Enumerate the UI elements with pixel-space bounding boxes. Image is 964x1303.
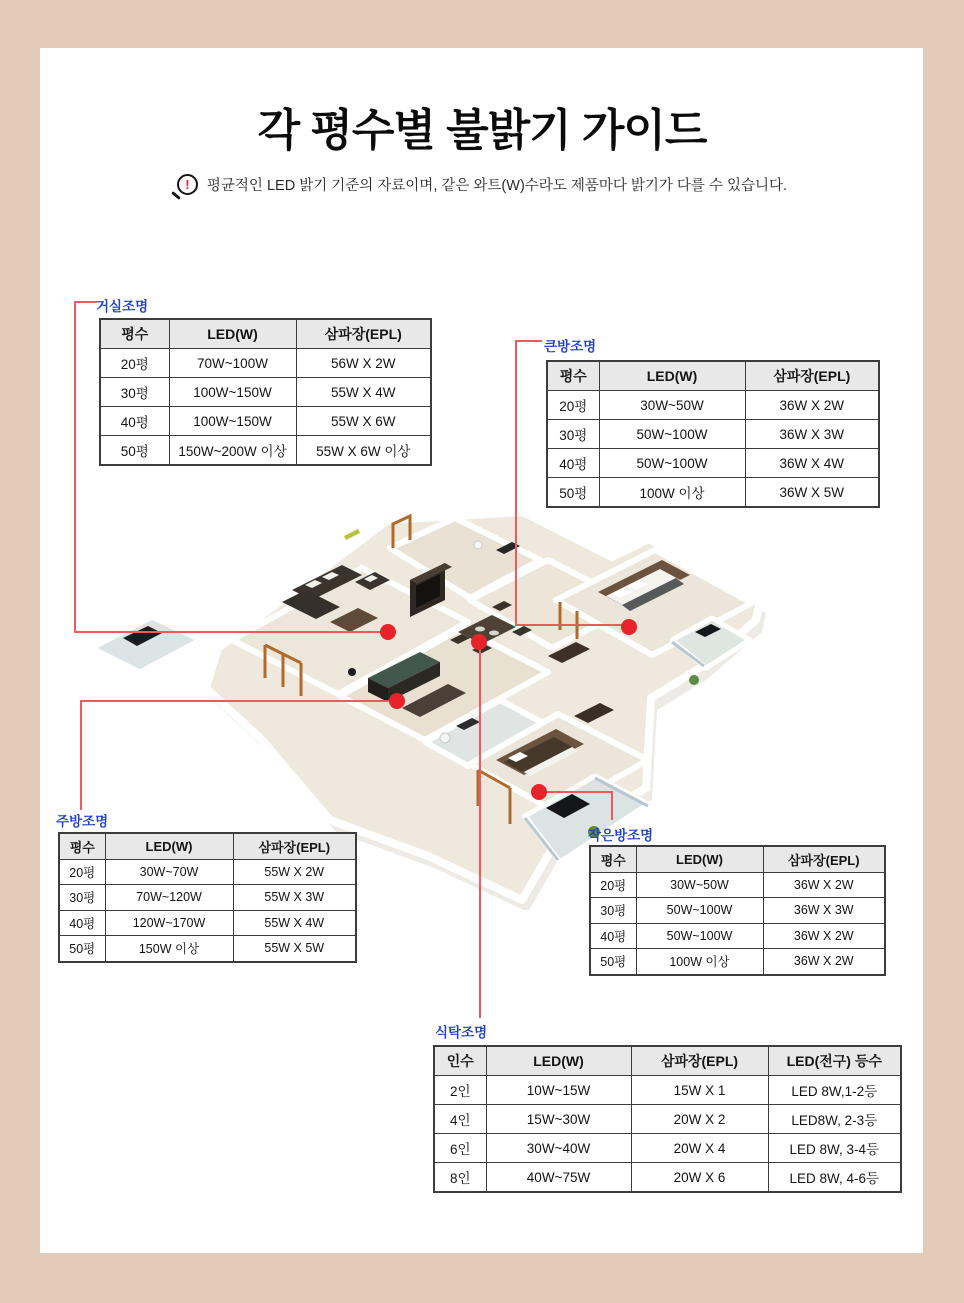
table-row [590,923,885,949]
table-cell: LED 8W, 3-4등 [768,1134,901,1163]
table-cell: 20W X 2 [631,1105,768,1134]
connector-line [611,791,613,820]
table-cell: 120W~170W [105,910,233,936]
table-cell: 36W X 2W [763,872,885,898]
column-header: 삼파장(EPL) [763,846,885,872]
column-header: 평수 [100,319,169,349]
table-cell: 36W X 5W [745,478,879,508]
header-row [59,833,356,859]
table-cell: 50평 [59,936,105,962]
table-cell: 20W X 6 [631,1163,768,1193]
table-cell: 40평 [100,407,169,436]
location-dot-kitchen [389,693,405,709]
table-cell: 50W~100W [636,923,763,949]
table-cell: LED 8W, 4-6등 [768,1163,901,1193]
table-cell: 70W~120W [105,885,233,911]
table-cell: 30W~50W [636,872,763,898]
table-cell: 20W X 4 [631,1134,768,1163]
table-row [59,859,356,885]
table-cell: 20평 [590,872,636,898]
connector-line [515,624,629,626]
table-cell: 30평 [100,378,169,407]
column-header: LED(W) [169,319,296,349]
table-cell: 50W~100W [599,420,745,449]
table-cell: 40W~75W [486,1163,631,1193]
table-cell: 50평 [100,436,169,466]
table-cell: 30W~70W [105,859,233,885]
table-cell: 30평 [59,885,105,911]
table-cell: 40평 [59,910,105,936]
table-row [434,1076,901,1105]
column-header: LED(전구) 등수 [768,1046,901,1076]
table-cell: 70W~100W [169,349,296,378]
section-label-bigroom: 큰방조명 [544,339,597,354]
table-cell: 36W X 2W [763,923,885,949]
table-cell: 20평 [100,349,169,378]
table-cell: 150W 이상 [105,936,233,962]
column-header: LED(W) [636,846,763,872]
kitchen-table [58,832,357,963]
table-cell: 50W~100W [636,898,763,924]
disclaimer-text: 평균적인 LED 밝기 기준의 자료이며, 같은 와트(W)수라도 제품마다 밝기가 다를 수 있습니다. [206,178,788,194]
table-cell: 4인 [434,1105,486,1134]
table-cell: 20평 [547,391,599,420]
table-cell: 50W~100W [599,449,745,478]
table-cell: LED8W, 2-3등 [768,1105,901,1134]
table-row [547,449,879,478]
column-header: 삼파장(EPL) [233,833,356,859]
table-cell: 55W X 6W 이상 [296,436,431,466]
table-row [434,1163,901,1193]
table-cell: 6인 [434,1134,486,1163]
table-cell: 100W 이상 [599,478,745,508]
table-row [590,949,885,975]
table-row [100,378,431,407]
location-dot-smallroom [531,784,547,800]
table-cell: 36W X 2W [763,949,885,975]
location-dot-living [380,624,396,640]
table-cell: 40평 [590,923,636,949]
table-cell: 36W X 2W [745,391,879,420]
table-cell: 55W X 2W [233,859,356,885]
table-cell: 10W~15W [486,1076,631,1105]
table-row [59,885,356,911]
table-cell: 8인 [434,1163,486,1193]
table-cell: 20평 [59,859,105,885]
header-row [590,846,885,872]
dining-table-guide [433,1045,902,1193]
table-cell: 30W~50W [599,391,745,420]
table-cell: 55W X 3W [233,885,356,911]
table-cell: 50평 [590,949,636,975]
table-row [59,910,356,936]
table-cell: 50평 [547,478,599,508]
disclaimer [0,174,964,195]
column-header: 삼파장(EPL) [631,1046,768,1076]
table-cell: 30W~40W [486,1134,631,1163]
connector-line [539,791,613,793]
table-row [100,349,431,378]
column-header: 인수 [434,1046,486,1076]
table-cell: 2인 [434,1076,486,1105]
section-label-dining: 식탁조명 [435,1025,488,1040]
smallroom-table [589,845,886,976]
table-cell: 55W X 6W [296,407,431,436]
location-dot-dining [471,634,487,650]
location-dot-bigroom [621,619,637,635]
column-header: 삼파장(EPL) [296,319,431,349]
header-row [434,1046,901,1076]
column-header: 평수 [59,833,105,859]
column-header: LED(W) [486,1046,631,1076]
table-cell: 15W X 1 [631,1076,768,1105]
header-row [547,361,879,391]
column-header: LED(W) [105,833,233,859]
section-label-kitchen: 주방조명 [56,814,109,829]
table-cell: 100W~150W [169,378,296,407]
table-cell: 15W~30W [486,1105,631,1134]
section-label-living: 거실조명 [96,299,149,314]
column-header: LED(W) [599,361,745,391]
table-row [547,478,879,508]
table-cell: 30평 [590,898,636,924]
connector-line [74,301,76,633]
table-cell: 36W X 4W [745,449,879,478]
table-row [547,420,879,449]
table-cell: 40평 [547,449,599,478]
connector-line [515,340,542,342]
table-row [59,936,356,962]
table-cell: 55W X 5W [233,936,356,962]
table-row [547,391,879,420]
table-cell: 100W 이상 [636,949,763,975]
table-cell: 100W~150W [169,407,296,436]
living-table [99,318,432,466]
table-row [590,898,885,924]
table-cell: 55W X 4W [296,378,431,407]
page-title: 각 평수별 불밝기 가이드 [257,106,707,155]
magnifier-alert-icon: ! [177,174,198,195]
table-cell: LED 8W,1-2등 [768,1076,901,1105]
table-row [590,872,885,898]
section-label-smallroom: 작은방조명 [588,828,654,843]
connector-line [515,340,517,626]
table-row [100,407,431,436]
table-cell: 150W~200W 이상 [169,436,296,466]
column-header: 평수 [590,846,636,872]
table-cell: 36W X 3W [745,420,879,449]
connector-line [80,700,82,810]
header-row [100,319,431,349]
connector-line [479,642,481,1018]
column-header: 평수 [547,361,599,391]
connector-line [74,631,388,633]
table-cell: 30평 [547,420,599,449]
column-header: 삼파장(EPL) [745,361,879,391]
table-cell: 36W X 3W [763,898,885,924]
connector-line [74,301,97,303]
table-cell: 56W X 2W [296,349,431,378]
table-row [434,1105,901,1134]
table-row [100,436,431,466]
table-cell: 55W X 4W [233,910,356,936]
connector-line [80,700,398,702]
table-row [434,1134,901,1163]
bigroom-table [546,360,880,508]
